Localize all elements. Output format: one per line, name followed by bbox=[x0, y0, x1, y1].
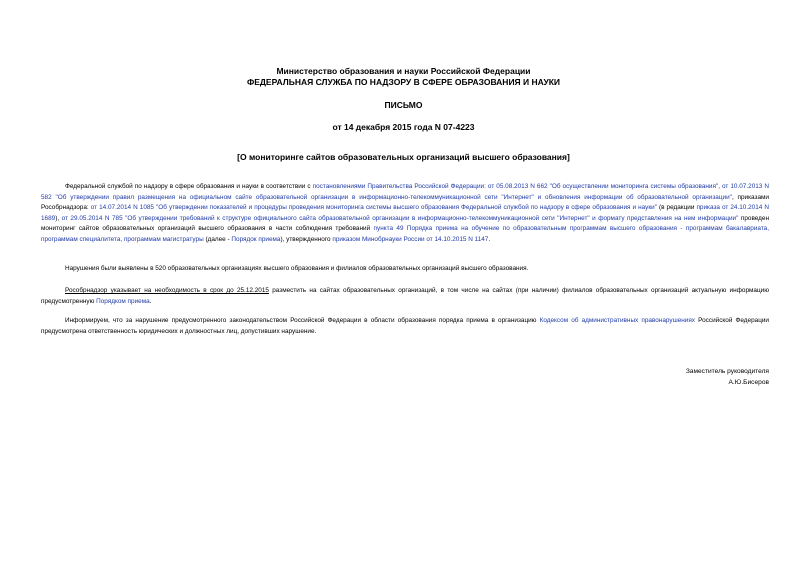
link-admission-procedure-p49[interactable]: пункта 49 Порядка приема на обучение по образовательным программам высшего образования - программам бакалавриата, программам специалитета, программам магистратуры bbox=[41, 225, 769, 243]
text-span: разместить на сайтах образовательных организаций, в том числе на сайтах (при наличии) филиалов образовательных организаций актуальную информацию предусмотренную bbox=[41, 287, 769, 305]
letter-label: ПИСЬМО bbox=[384, 100, 423, 110]
link-order-785[interactable]: от 29.05.2014 N 785 "Об утверждении требований к структуре официального сайта образовательной организации в информационно-телекоммуникационной сети "Интернет" и формату представления на нем информации" bbox=[61, 214, 739, 222]
link-order-1085[interactable]: от 14.07.2014 N 1085 "Об утверждении показателей и процедуры проведения мониторинга системы высшего образования Федеральной службой по надзору в сфере образования и науки" bbox=[90, 204, 657, 212]
signer-name: А.Ю.Бисеров bbox=[728, 378, 769, 386]
link-administrative-code[interactable]: Кодексом об административных правонарушениях bbox=[539, 317, 696, 324]
violations-text: Нарушения были выявлены в 520 образовательных организациях высшего образования и филиалов образовательных организаций высшего образования. bbox=[65, 265, 529, 272]
text-span: , приказами Рособрнадзора: bbox=[41, 193, 769, 212]
signature-block bbox=[686, 367, 769, 388]
link-order-1147[interactable]: приказом Минобрнауки России от 14.10.2015 N 1147 bbox=[332, 235, 489, 243]
link-order-1689[interactable]: приказа от 24.10.2014 N 1689 bbox=[41, 204, 769, 222]
link-admission-procedure[interactable]: Порядок приема bbox=[231, 235, 281, 243]
paragraph-violations bbox=[41, 264, 769, 275]
text-span: Российской Федерации предусмотрена ответственность юридических и должностных лиц, допустивших нарушение. bbox=[41, 317, 769, 335]
paragraph-monitoring bbox=[41, 182, 769, 246]
signer-position: Заместитель руководителя bbox=[685, 368, 769, 375]
letter-subject: [О мониторинге сайтов образовательных организаций высшего образования] bbox=[237, 152, 570, 162]
link-government-decrees[interactable]: постановлениями Правительства Российской Федерации: от 05.08.2013 N 662 "Об осуществлении мониторинга системы образования", от 10.07.2013 N 582 "Об утверждении правил размещения на официальном сайте образовательной организации в информационно-телекоммуникационной сети "Интернет" и обновления информации об образовательной организации" bbox=[41, 183, 769, 201]
text-span: . bbox=[488, 235, 491, 243]
letter-date-number: от 14 декабря 2015 года N 07-4223 bbox=[332, 122, 475, 132]
text-span: проведен мониторинг сайтов образовательных организаций высшего образования в части соблюдения требований bbox=[41, 214, 769, 233]
text-span: (далее - bbox=[203, 235, 232, 243]
paragraph-liability bbox=[41, 316, 769, 337]
text-span: ), утвержденного bbox=[280, 235, 333, 243]
document-header bbox=[0, 66, 807, 88]
text-span: Федеральной службой по надзору в сфере образования и науки в соответствии с bbox=[65, 183, 313, 190]
link-admission-procedure-2[interactable]: Порядком приема bbox=[96, 297, 150, 305]
ministry-name: Министерство образования и науки Российской Федерации bbox=[276, 66, 531, 76]
text-span: ), bbox=[55, 214, 62, 222]
deadline-underlined-text: Рособрнадзор указывает на необходимость в срок до 25.12.2015 bbox=[65, 287, 269, 294]
paragraph-deadline bbox=[41, 286, 769, 307]
text-span: Информируем, что за нарушение предусмотренного законодательством Российской Федерации в области образования порядка приема в организацию bbox=[65, 317, 540, 324]
text-span: . bbox=[149, 297, 152, 305]
service-name: ФЕДЕРАЛЬНАЯ СЛУЖБА ПО НАДЗОРУ В СФЕРЕ ОБРАЗОВАНИЯ И НАУКИ bbox=[246, 77, 561, 87]
text-span: (в редакции bbox=[656, 204, 697, 212]
